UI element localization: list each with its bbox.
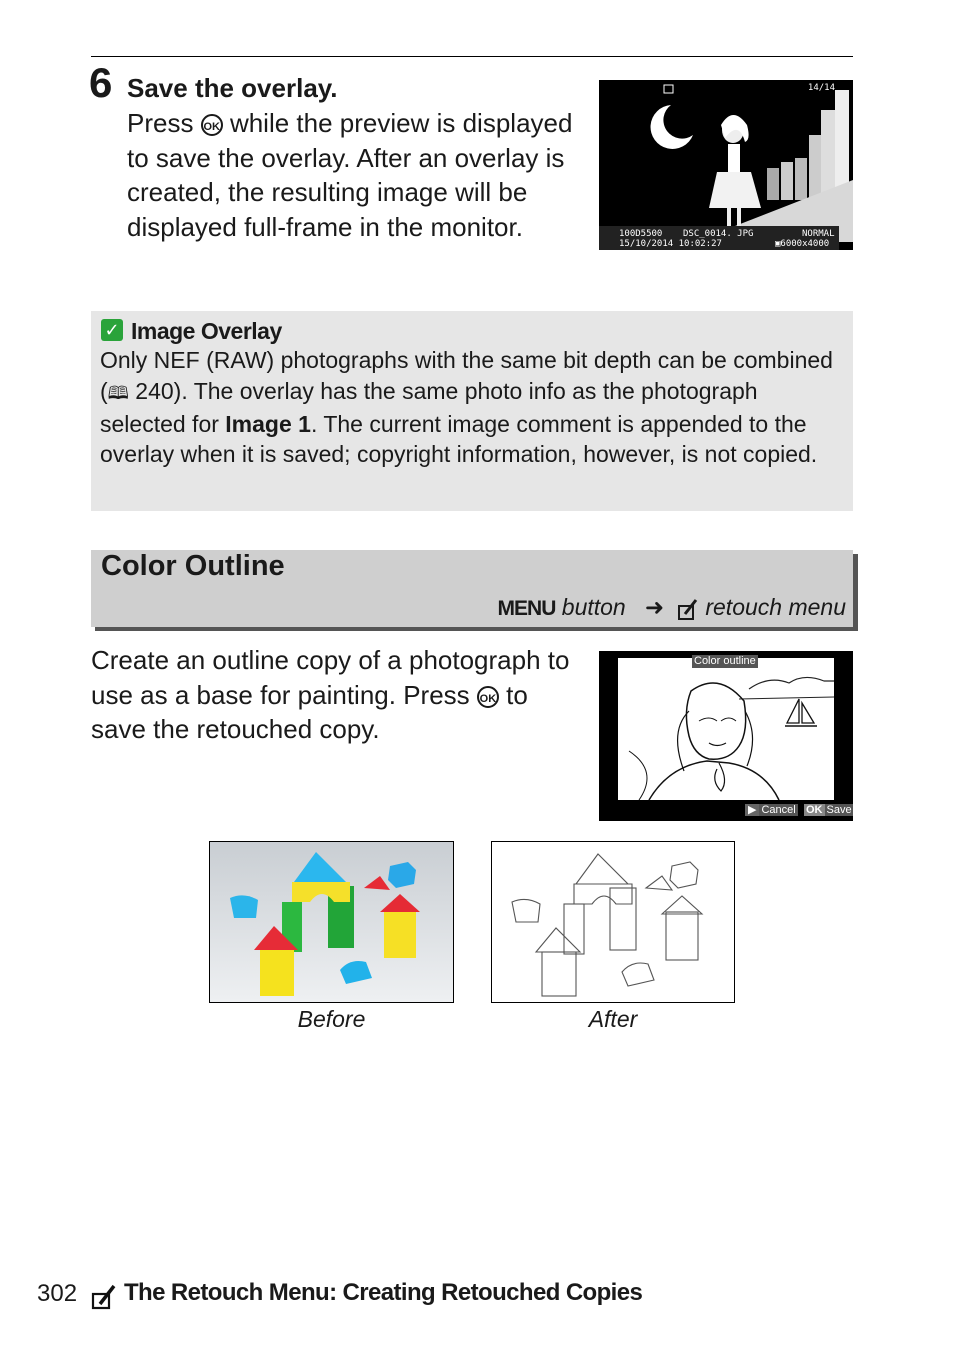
section-body-end: to save the retouched copy.	[91, 679, 528, 745]
retouch-icon	[677, 598, 699, 620]
cancel-control[interactable]	[745, 803, 798, 817]
step-body-end: while the preview is displayed to save the overlay. After an overlay is created, the resulting image will be displayed full-frame in the monitor.	[127, 108, 573, 243]
top-rule	[91, 56, 853, 57]
ok-button-icon: OK	[201, 114, 223, 136]
folder-name: 100D5500	[619, 229, 663, 239]
ok-chip: OK	[806, 804, 823, 816]
colored-blocks-image	[210, 842, 453, 1002]
image-size-icon: ▣	[775, 239, 781, 249]
step-number: 6	[89, 59, 113, 106]
menu-path-button: button	[561, 594, 626, 620]
step-title: Save the overlay.	[127, 73, 338, 103]
note-text-2: ). The overlay has the same photo info as the photograph selected for	[100, 377, 758, 437]
section-body	[91, 643, 586, 747]
after-photo	[491, 841, 735, 1003]
image-size-value: 6000x4000	[780, 239, 830, 249]
retouch-menu-icon	[90, 1282, 120, 1312]
menu-button-label: MENU	[497, 597, 556, 620]
checkmark-icon: ✓	[101, 319, 123, 341]
footer-title: The Retouch Menu: Creating Retouched Copies	[124, 1279, 643, 1306]
image-size	[775, 239, 829, 249]
date-time: 15/10/2014 10:02:27	[619, 239, 722, 249]
image-quality: NORMAL	[802, 229, 835, 239]
book-icon: 🕮	[107, 382, 129, 403]
frame-counter: 14/14	[807, 83, 835, 93]
ok-button-icon: OK	[477, 686, 499, 708]
arrow-icon: ➜	[644, 594, 665, 620]
overlay-preview-screen	[599, 80, 853, 250]
before-photo	[209, 841, 454, 1003]
before-caption: Before	[297, 1006, 366, 1032]
note-page-ref: 240	[135, 377, 174, 404]
section-title: Color Outline	[101, 550, 285, 582]
cancel-label: Cancel	[761, 804, 796, 816]
page-number: 302	[37, 1280, 78, 1307]
note-text-1: Only NEF (RAW) photographs with the same bit depth can be combined (	[100, 347, 833, 404]
menu-path	[498, 592, 846, 624]
note-title: Image Overlay	[131, 318, 282, 344]
step-body-start: Press	[127, 108, 194, 138]
color-outline-art	[599, 651, 853, 821]
note-body	[100, 345, 840, 470]
step-body	[127, 106, 587, 245]
color-outline-screen	[599, 651, 853, 821]
screen-label: Color outline	[694, 655, 756, 667]
note-bold-term: Image 1	[225, 410, 311, 437]
outline-blocks-image	[492, 842, 734, 1002]
file-name: DSC_0014. JPG	[683, 229, 754, 239]
after-caption: After	[588, 1006, 638, 1032]
playback-icon: ▶	[745, 804, 759, 816]
save-label: Save	[826, 804, 852, 816]
menu-path-retouch: retouch menu	[705, 594, 846, 620]
note-text-3: . The current image comment is appended to the overlay when it is saved; copyright information, however, is not copied.	[100, 410, 818, 468]
overlay-preview-art	[599, 80, 853, 250]
section-body-start: Create an outline copy of a photograph to use as a base for painting. Press	[91, 645, 570, 710]
save-control[interactable]	[804, 803, 853, 817]
